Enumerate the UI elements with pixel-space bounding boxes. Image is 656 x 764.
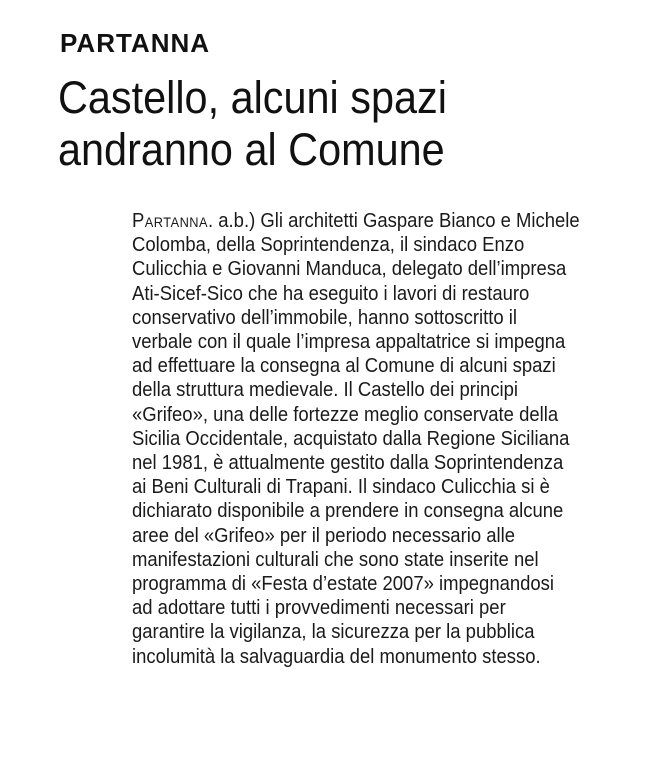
body-line: conservativo dell’immobile, hanno sottoscritto il [132, 306, 518, 329]
body-line: Colomba, della Soprintendenza, il sindaco Enzo [132, 234, 525, 257]
body-line [132, 209, 617, 233]
body-line: Culicchia e Giovanni Manduca, delegato dell’impresa [132, 258, 567, 281]
article-body [132, 209, 617, 669]
dateline: Partanna [132, 210, 209, 232]
body-line: garantire la vigilanza, la sicurezza per la pubblica [132, 621, 535, 644]
body-line: dichiarato disponibile a prendere in consegna alcune [132, 500, 564, 523]
body-first-line-text: . a.b.) Gli architetti Gaspare Bianco e Michele [208, 210, 580, 232]
body-line: «Grifeo», una delle fortezze meglio conservate della [132, 403, 559, 426]
body-line: incolumità la salvaguardia del monumento stesso. [132, 645, 541, 668]
body-line: nel 1981, è attualmente gestito dalla Soprintendenza [132, 452, 564, 475]
body-line: ai Beni Culturali di Trapani. Il sindaco Culicchia si è [132, 476, 550, 499]
body-line: Ati-Sicef-Sico che ha eseguito i lavori di restauro [132, 282, 530, 305]
body-line: aree del «Grifeo» per il periodo necessario alle [132, 524, 515, 547]
headline-line: andranno al Comune [58, 124, 445, 175]
body-line: manifestazioni culturali che sono state inserite nel [132, 548, 539, 571]
body-line: programma di «Festa d’estate 2007» impegnandosi [132, 573, 555, 596]
section-kicker: PARTANNA [60, 28, 211, 58]
body-line: Sicilia Occidentale, acquistato dalla Regione Siciliana [132, 427, 570, 450]
body-line: verbale con il quale l’impresa appaltatrice si impegna [132, 331, 566, 354]
headline-line: Castello, alcuni spazi [58, 72, 447, 123]
body-line: ad effettuare la consegna al Comune di alcuni spazi [132, 355, 556, 378]
body-line: della struttura medievale. Il Castello dei principi [132, 379, 519, 402]
headline [58, 72, 601, 176]
body-line: ad adottare tutti i provvedimenti necessari per [132, 597, 506, 620]
